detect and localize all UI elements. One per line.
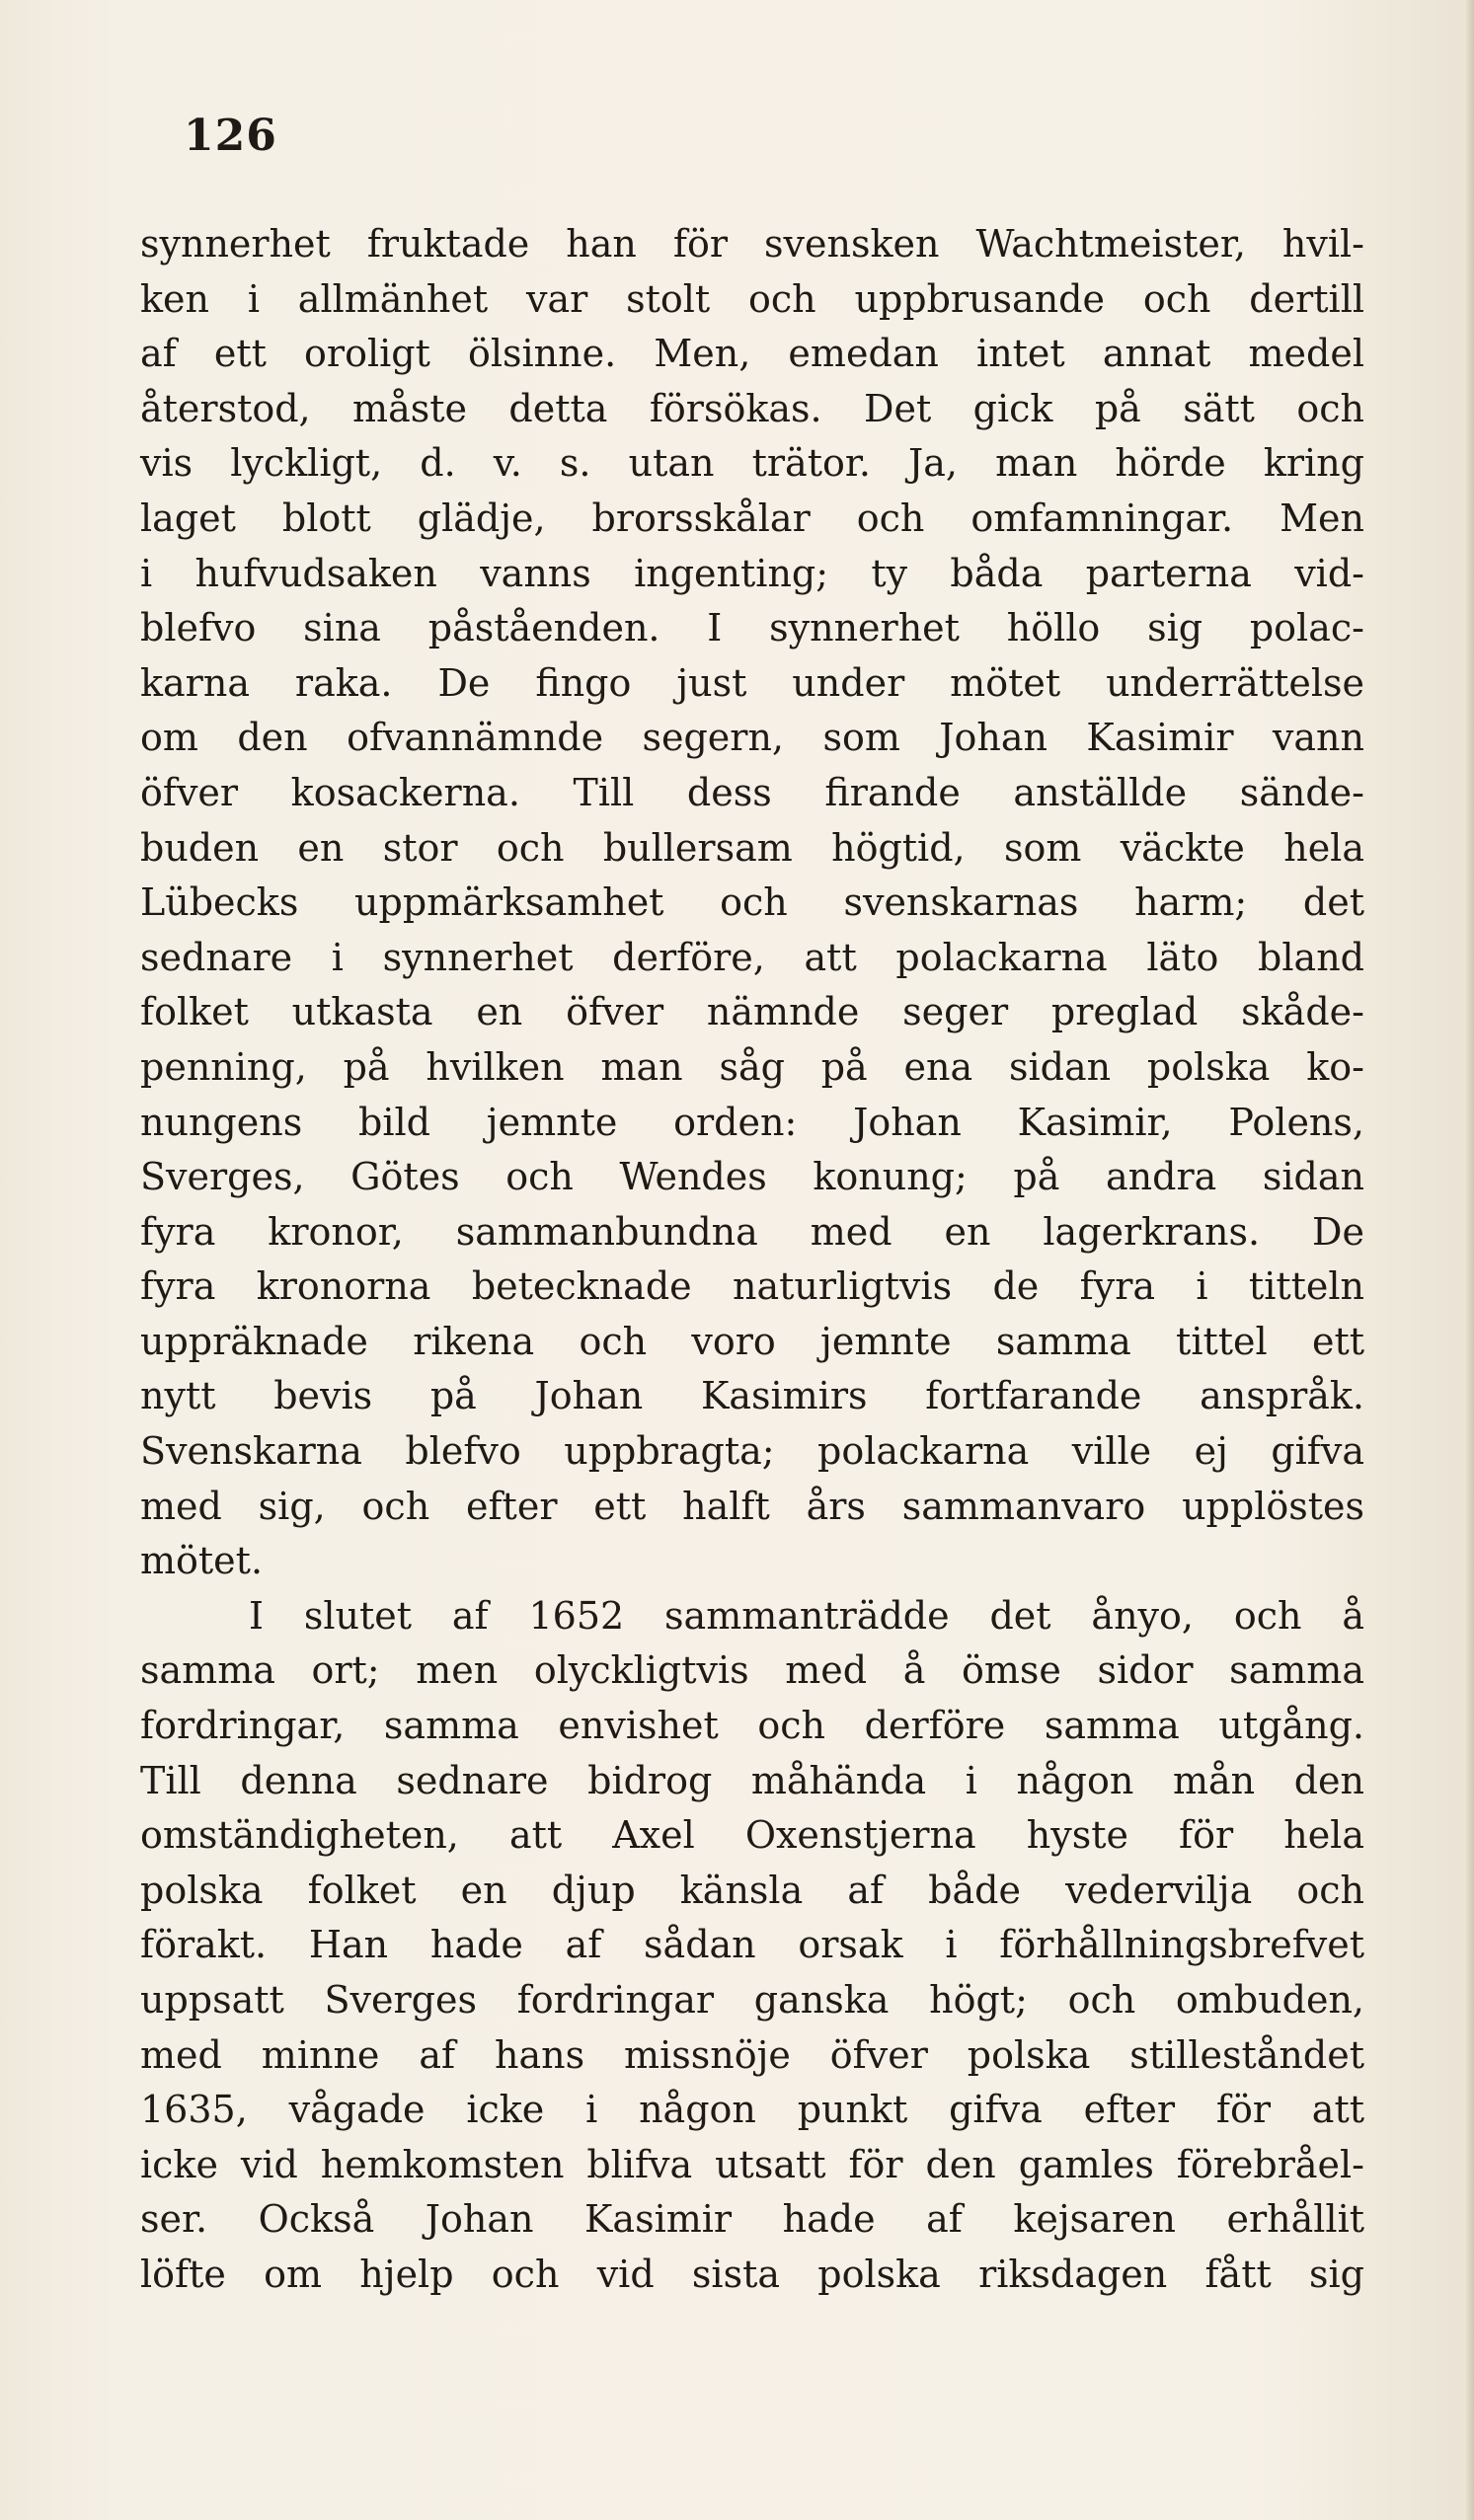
text-line: samma ort; men olyckligtvis med å ömse sidor samma <box>140 1648 1364 1693</box>
text-line: med minne af hans missnöje öfver polska stilleståndet <box>140 2032 1364 2077</box>
text-line: löfte om hjelp och vid sista polska riksdagen fått sig <box>140 2252 1364 2296</box>
text-line: uppräknade rikena och voro jemnte samma tittel ett <box>140 1319 1364 1363</box>
text-line: vis lyckligt, d. v. s. utan trätor. Ja, man hörde kring <box>140 441 1364 486</box>
text-line: uppsatt Sverges fordringar ganska högt; och ombuden, <box>140 1978 1364 2022</box>
text-line: nytt bevis på Johan Kasimirs fortfarande anspråk. <box>140 1374 1364 1418</box>
text-line: Sverges, Götes och Wendes konung; på andra sidan <box>140 1155 1364 1199</box>
text-line: penning, på hvilken man såg på ena sidan polska ko- <box>140 1044 1364 1089</box>
text-line: af ett oroligt ölsinne. Men, emedan intet annat medel <box>140 332 1364 376</box>
text-line: I slutet af 1652 sammanträdde det ånyo, och å <box>249 1593 1364 1638</box>
text-line: med sig, och efter ett halft års sammanvaro upplöstes <box>140 1484 1364 1528</box>
text-line: förakt. Han hade af sådan orsak i förhållningsbrefvet <box>140 1923 1364 1967</box>
text-line: ser. Också Johan Kasimir hade af kejsaren erhållit <box>140 2197 1364 2242</box>
text-line: ken i allmänhet var stolt och uppbrusande och dertill <box>140 276 1364 321</box>
text-line: i hufvudsaken vanns ingenting; ty båda parterna vid- <box>140 551 1364 595</box>
text-line: Lübecks uppmärksamhet och svenskarnas harm; det <box>140 880 1364 925</box>
text-line: folket utkasta en öfver nämnde seger preglad skåde- <box>140 990 1364 1034</box>
text-line: laget blott glädje, brorsskålar och omfamningar. Men <box>140 496 1364 540</box>
text-line: återstod, måste detta försökas. Det gick på sätt och <box>140 386 1364 430</box>
text-line: Svenskarna blefvo uppbragta; polackarna ville ej gifva <box>140 1429 1364 1474</box>
page-edge <box>1466 0 1474 2520</box>
text-line: fyra kronorna betecknade naturligtvis de fyra i titteln <box>140 1264 1364 1309</box>
text-line: fordringar, samma envishet och derföre samma utgång. <box>140 1704 1364 1748</box>
text-line: omständigheten, att Axel Oxenstjerna hyste för hela <box>140 1813 1364 1858</box>
text-line: öfver kosackerna. Till dess firande anställde sände- <box>140 770 1364 814</box>
text-line: buden en stor och bullersam högtid, som väckte hela <box>140 825 1364 870</box>
text-line: synnerhet fruktade han för svensken Wachtmeister, hvil- <box>140 222 1364 266</box>
body-text <box>140 217 1364 2303</box>
text-line: fyra kronor, sammanbundna med en lagerkrans. De <box>140 1209 1364 1254</box>
text-line: sednare i synnerhet derföre, att polackarna läto bland <box>140 935 1364 979</box>
text-line: icke vid hemkomsten blifva utsatt för den gamles förebråel- <box>140 2142 1364 2186</box>
page-number: 126 <box>184 111 277 161</box>
text-line: polska folket en djup känsla af både vedervilja och <box>140 1868 1364 1912</box>
text-line: karna raka. De fingo just under mötet underrättelse <box>140 660 1364 705</box>
text-line: om den ofvannämnde segern, som Johan Kasimir vann <box>140 716 1364 760</box>
text-line: mötet. <box>140 1539 264 1583</box>
text-line: 1635, vågade icke i någon punkt gifva efter för att <box>140 2088 1364 2132</box>
text-line: Till denna sednare bidrog måhända i någon mån den <box>140 1758 1364 1802</box>
text-line: blefvo sina påståenden. I synnerhet höllo sig polac- <box>140 606 1364 650</box>
text-line: nungens bild jemnte orden: Johan Kasimir, Polens, <box>140 1100 1364 1144</box>
